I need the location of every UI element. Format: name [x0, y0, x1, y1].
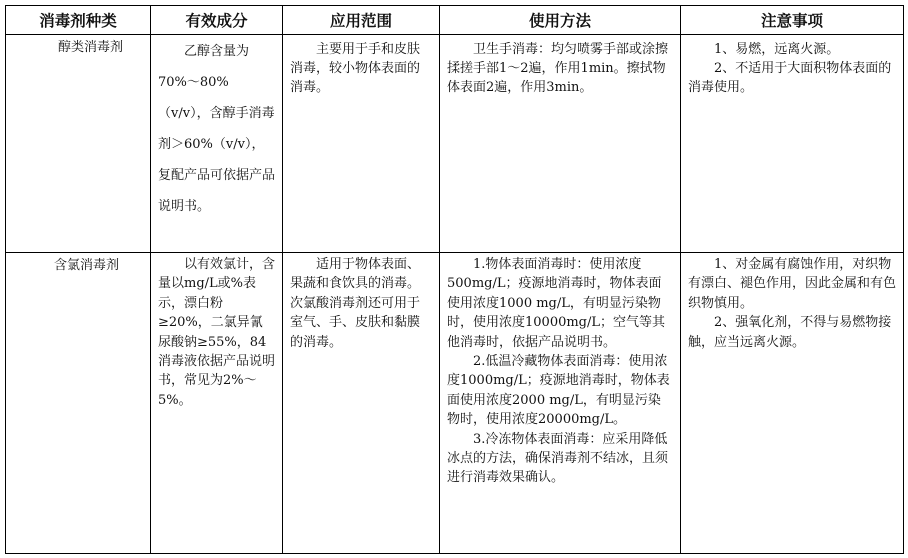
- header-notes: 注意事项: [681, 6, 904, 35]
- scope-text: 主要用于手和皮肤消毒，较小物体表面的消毒。: [290, 42, 421, 95]
- type-name: 含氯消毒剂: [54, 258, 120, 273]
- type-cell: [6, 253, 151, 554]
- notes-cell: [681, 253, 904, 554]
- disinfectant-table: [5, 5, 904, 554]
- table-row: [6, 35, 904, 253]
- table-header-row: [6, 6, 904, 35]
- method-item: 3.冷冻物体表面消毒：应采用降低冰点的方法，确保消毒剂不结冰，且须进行消毒效果确认。: [447, 431, 669, 486]
- ingredient-text: 乙醇含量为70%～80%（v/v），含醇手消毒剂＞60%（v/v），复配产品可依据产品说明书。: [158, 44, 276, 214]
- method-text: 卫生手消毒：均匀喷雾手部或涂擦揉搓手部1～2遍，作用1min。擦拭物体表面2遍，作用3min。: [447, 42, 669, 95]
- note-item: 1、易燃，远离火源。: [714, 42, 840, 57]
- table-row: [6, 253, 904, 554]
- method-item: 1.物体表面消毒时：使用浓度500mg/L；疫源地消毒时，物体表面使用浓度1000 mg/L，有明显污染物时，使用浓度10000mg/L；空气等其他消毒时，依据产品说明书。: [447, 257, 666, 350]
- method-item: 2.低温冷藏物体表面消毒：使用浓度1000mg/L；疫源地消毒时，物体表面使用浓度2000 mg/L，有明显污染物时，使用浓度20000mg/L。: [447, 354, 670, 428]
- type-name: 醇类消毒剂: [58, 40, 124, 55]
- method-cell: [440, 35, 681, 253]
- ingredient-text: 以有效氯计，含量以mg/L或%表示，漂白粉≥20%，二氯异氰尿酸钠≥55%，84消毒液依据产品说明书，常见为2%～5%。: [158, 257, 276, 408]
- header-scope: 应用范围: [283, 6, 440, 35]
- ingredient-cell: [151, 35, 283, 253]
- header-type: 消毒剂种类: [6, 6, 151, 35]
- note-item: 2、强氧化剂，不得与易燃物接触，应当远离火源。: [688, 315, 892, 350]
- type-cell: [6, 35, 151, 253]
- note-item: 2、不适用于大面积物体表面的消毒使用。: [688, 61, 892, 95]
- notes-cell: [681, 35, 904, 253]
- scope-text: 适用于物体表面、果蔬和食饮具的消毒。次氯酸消毒剂还可用于室气、手、皮肤和黏膜的消毒。: [290, 257, 421, 350]
- note-item: 1、对金属有腐蚀作用，对织物有漂白、褪色作用，因此金属和有色织物慎用。: [688, 257, 897, 311]
- header-method: 使用方法: [440, 6, 681, 35]
- scope-cell: [283, 35, 440, 253]
- header-ingredient: 有效成分: [151, 6, 283, 35]
- method-cell: [440, 253, 681, 554]
- ingredient-cell: [151, 253, 283, 554]
- scope-cell: [283, 253, 440, 554]
